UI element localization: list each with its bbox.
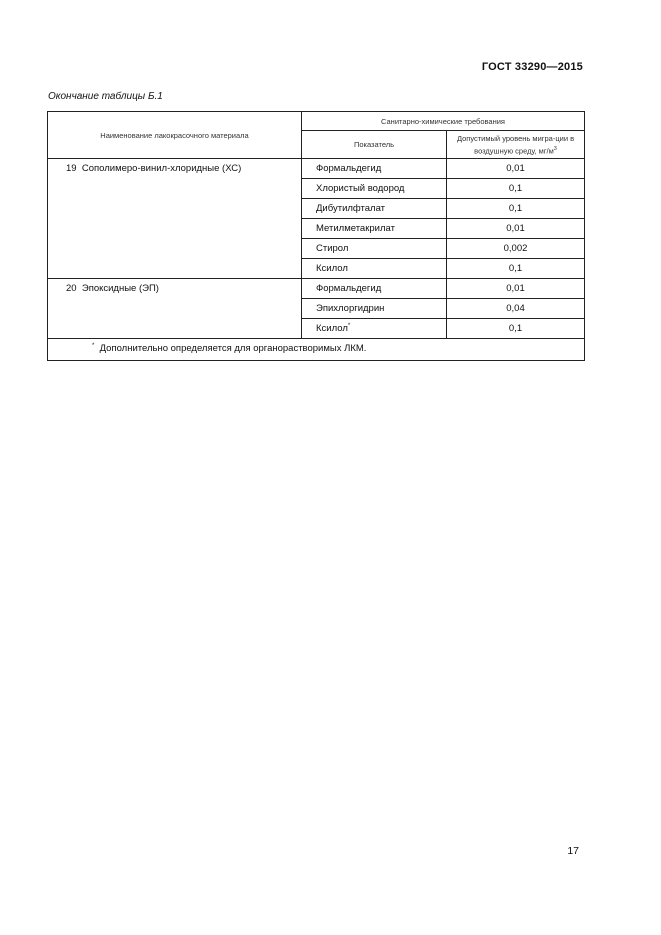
table-caption: Окончание таблицы Б.1 bbox=[48, 91, 163, 102]
indicator-cell: Формальдегид bbox=[302, 279, 447, 299]
header-sanitary-group: Санитарно-химические требования bbox=[302, 112, 585, 131]
value-cell: 0,002 bbox=[447, 239, 585, 259]
footnote-mark: * bbox=[92, 343, 95, 349]
value-cell: 0,01 bbox=[447, 279, 585, 299]
header-limit-sup: 3 bbox=[553, 145, 557, 152]
material-cell bbox=[48, 279, 302, 339]
value-cell: 0,1 bbox=[447, 259, 585, 279]
page-number: 17 bbox=[567, 845, 579, 857]
value-cell: 0,1 bbox=[447, 319, 585, 339]
indicator-cell: Эпихлоргидрин bbox=[302, 299, 447, 319]
requirements-table bbox=[47, 111, 585, 361]
value-cell: 0,01 bbox=[447, 159, 585, 179]
value-cell: 0,04 bbox=[447, 299, 585, 319]
indicator-cell: Стирол bbox=[302, 239, 447, 259]
footnote-text: Дополнительно определяется для органорастворимых ЛКМ. bbox=[99, 343, 367, 355]
indicator-text: Ксилол bbox=[316, 323, 348, 335]
document-code: ГОСТ 33290—2015 bbox=[481, 61, 583, 73]
material-name: Эпоксидные (ЭП) bbox=[81, 283, 159, 294]
value-cell: 0,1 bbox=[447, 179, 585, 199]
footnote-row bbox=[48, 339, 585, 361]
table-row bbox=[48, 159, 585, 179]
header-limit bbox=[447, 131, 585, 159]
value-cell: 0,1 bbox=[447, 199, 585, 219]
header-limit-text: Допустимый уровень мигра-ции в воздушную среду, мг/м bbox=[456, 133, 575, 156]
indicator-cell bbox=[302, 319, 447, 339]
indicator-cell: Ксилол bbox=[302, 259, 447, 279]
material-cell bbox=[48, 159, 302, 279]
material-name: Сополимеро-винил-хлоридные (ХС) bbox=[81, 163, 242, 174]
footnote-ref: * bbox=[347, 322, 351, 329]
header-material: Наименование лакокрасочного материала bbox=[48, 112, 302, 159]
indicator-cell: Формальдегид bbox=[302, 159, 447, 179]
indicator-cell: Хлористый водород bbox=[302, 179, 447, 199]
table-row bbox=[48, 279, 585, 299]
indicator-cell: Метилметакрилат bbox=[302, 219, 447, 239]
material-number: 19 bbox=[66, 163, 77, 174]
value-cell: 0,01 bbox=[447, 219, 585, 239]
indicator-cell: Дибутилфталат bbox=[302, 199, 447, 219]
footnote-cell bbox=[48, 339, 585, 361]
header-indicator: Показатель bbox=[302, 131, 447, 159]
material-number: 20 bbox=[66, 283, 77, 294]
